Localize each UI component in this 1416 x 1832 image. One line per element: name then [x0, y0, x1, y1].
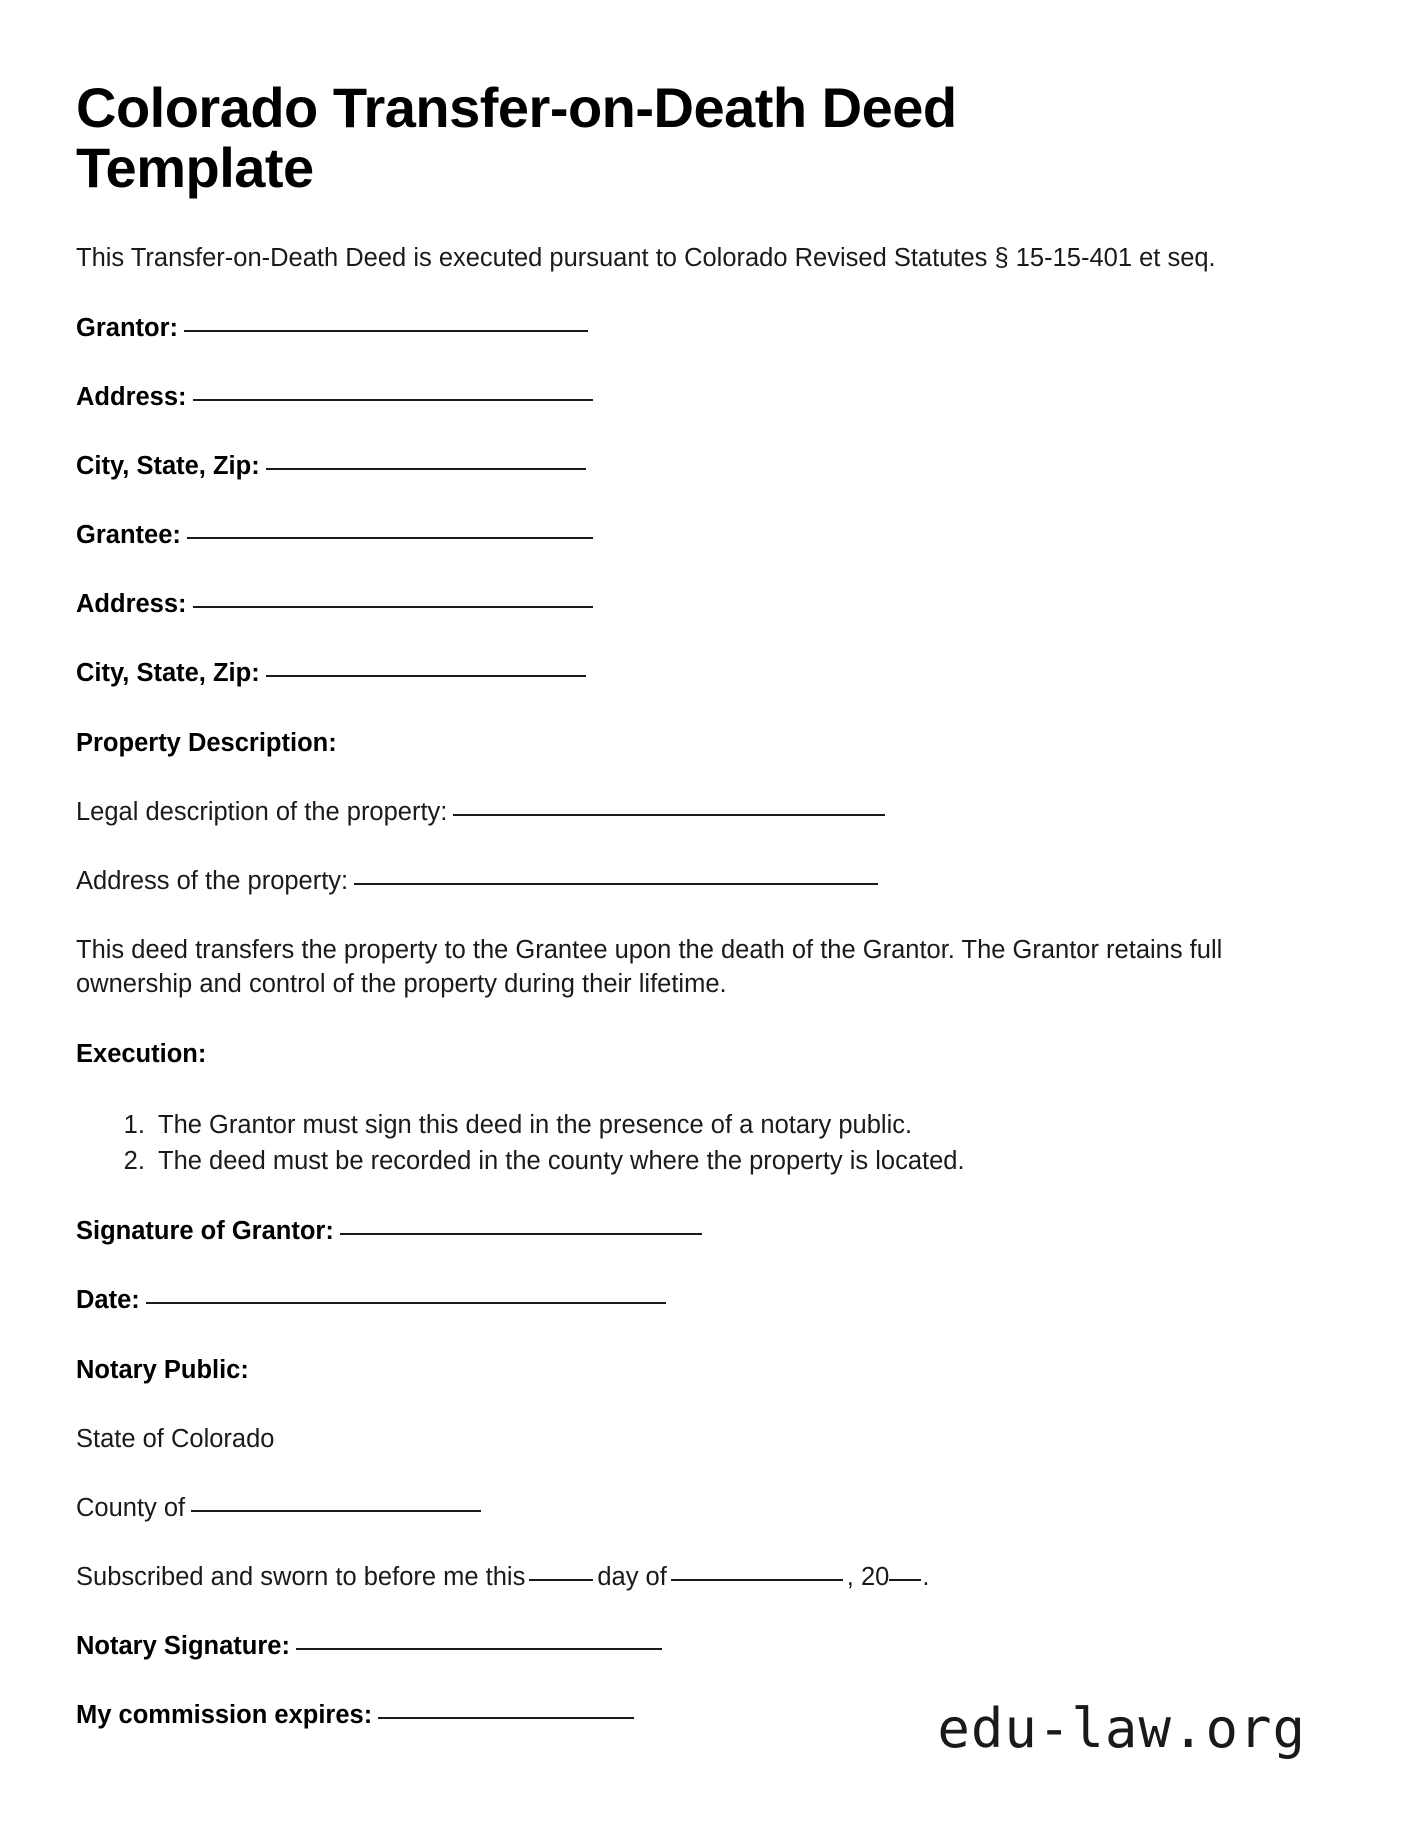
field-grantor-signature-blank[interactable]: [340, 1233, 702, 1235]
field-grantor-city-state-zip: [76, 450, 1296, 483]
field-grantor-signature-label: Signature of Grantor:: [76, 1217, 334, 1246]
notary-state-text: State of Colorado: [76, 1424, 275, 1453]
sworn-statement-line: [76, 1561, 1296, 1594]
field-grantor-label: Grantor:: [76, 313, 178, 342]
site-watermark: edu-law.org: [937, 1697, 1306, 1760]
field-property-address-blank[interactable]: [354, 883, 878, 885]
field-grantor-address: [76, 381, 1296, 414]
field-grantee-address-label: Address:: [76, 590, 187, 619]
page-title: Colorado Transfer-on-Death Deed Template: [76, 76, 957, 199]
field-commission-expires-label: My commission expires:: [76, 1701, 373, 1730]
field-grantor-city-state-zip-label: City, State, Zip:: [76, 452, 260, 480]
transfer-clause-paragraph: This deed transfers the property to the Grantee upon the death of the Grantor. The Grantor retains full ownership and control of the property during their lifetime.: [76, 935, 1223, 998]
field-grantor-city-state-zip-blank[interactable]: [266, 468, 586, 470]
execution-list: [76, 1107, 1296, 1179]
list-item: 1. The Grantor must sign this deed in the presence of a notary public.: [152, 1107, 1296, 1143]
field-county: [76, 1492, 1296, 1525]
sworn-suffix-text: .: [922, 1563, 930, 1592]
sworn-prefix-text: Subscribed and sworn to before me this: [76, 1563, 526, 1592]
field-grantor-signature: [76, 1215, 1296, 1248]
notary-public-heading: Notary Public:: [76, 1355, 249, 1384]
field-county-label: County of: [76, 1493, 186, 1522]
field-grantee-address: [76, 588, 1296, 621]
sworn-mid-text: day of: [597, 1563, 667, 1592]
field-legal-description: [76, 796, 1296, 829]
field-notary-signature: [76, 1630, 1296, 1663]
field-date-blank[interactable]: [146, 1302, 666, 1304]
intro-paragraph: This Transfer-on-Death Deed is executed pursuant to Colorado Revised Statutes § 15-15-401 et seq.: [76, 243, 1216, 272]
field-property-address: [76, 865, 1296, 898]
field-grantee: [76, 519, 1296, 552]
field-date-label: Date:: [76, 1286, 140, 1315]
field-property-address-label: Address of the property:: [76, 866, 349, 895]
field-grantee-label: Grantee:: [76, 521, 181, 550]
field-grantee-address-blank[interactable]: [193, 606, 593, 608]
field-notary-signature-blank[interactable]: [296, 1648, 662, 1650]
field-grantor-blank[interactable]: [184, 330, 588, 332]
sworn-day-blank[interactable]: [529, 1579, 593, 1581]
field-grantee-city-state-zip-label: City, State, Zip:: [76, 659, 260, 688]
sworn-month-blank[interactable]: [671, 1579, 843, 1581]
field-notary-signature-label: Notary Signature:: [76, 1632, 290, 1661]
property-description-heading: Property Description:: [76, 728, 337, 757]
field-grantor-address-label: Address:: [76, 382, 187, 411]
notary-state-line: [76, 1423, 1296, 1456]
execution-heading: Execution:: [76, 1039, 207, 1068]
field-commission-expires-blank[interactable]: [378, 1717, 634, 1719]
list-item: 2. The deed must be recorded in the county where the property is located.: [152, 1143, 1296, 1179]
field-grantee-blank[interactable]: [187, 537, 593, 539]
field-legal-description-label: Legal description of the property:: [76, 797, 448, 826]
field-grantee-city-state-zip: [76, 657, 1296, 690]
field-county-blank[interactable]: [191, 1510, 481, 1512]
field-date: [76, 1284, 1296, 1317]
field-grantor: [76, 312, 1296, 345]
field-grantor-address-blank[interactable]: [193, 399, 593, 401]
sworn-year-prefix-text: , 20: [846, 1563, 890, 1592]
sworn-year-blank[interactable]: [889, 1579, 921, 1581]
field-legal-description-blank[interactable]: [453, 814, 885, 816]
field-grantee-city-state-zip-blank[interactable]: [266, 675, 586, 677]
